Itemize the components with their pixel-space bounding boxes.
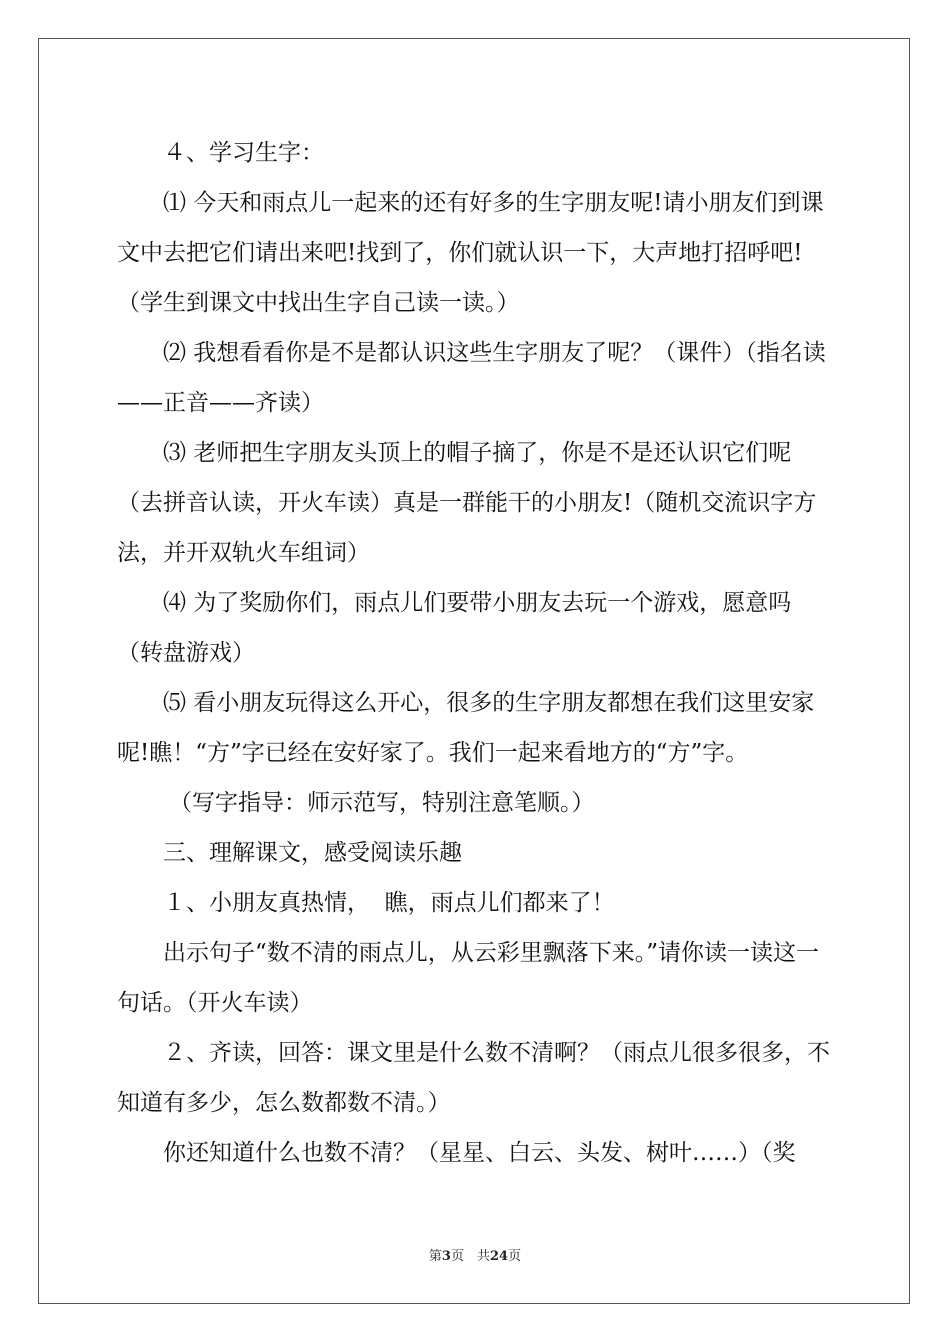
paragraph: ２、齐读，回答：课文里是什么数不清啊？（雨点儿很多很多，不知道有多少，怎么数都数不清。）: [117, 1040, 830, 1116]
footer-prefix: 第: [428, 1249, 442, 1264]
document-body: [117, 128, 833, 1178]
paragraph: 出示句子“数不清的雨点儿，从云彩里飘落下来。”请你读一读这一句话。（开火车读）: [117, 940, 820, 1016]
paragraph: ⑷ 为了奖励你们，雨点儿们要带小朋友去玩一个游戏，愿意吗（转盘游戏）: [117, 590, 792, 666]
paragraph: 你还知道什么也数不清？（星星、白云、头发、树叶……）（奖: [163, 1140, 796, 1166]
paragraph: ⑴ 今天和雨点儿一起来的还有好多的生字朋友呢!请小朋友们到课文中去把它们请出来吧!找到了，你们就认识一下，大声地打招呼吧!（学生到课文中找出生字自己读一读。）: [117, 190, 824, 316]
section-heading: 三、理解课文，感受阅读乐趣: [163, 840, 462, 866]
footer-suffix: 页: [508, 1249, 522, 1264]
page-footer: [0, 1245, 950, 1264]
paragraph: （写字指导：师示范写，特别注意笔顺。）: [169, 790, 595, 816]
heading-learn-characters: ４、学习生字：: [163, 140, 324, 166]
footer-middle: 页 共: [450, 1249, 490, 1264]
total-page-number: 24: [489, 1249, 509, 1264]
paragraph: ⑵ 我想看看你是不是都认识这些生字朋友了呢？（课件）（指名读——正音——齐读）: [117, 340, 826, 416]
paragraph: １、小朋友真热情， 瞧，雨点儿们都来了！: [163, 890, 615, 916]
paragraph: ⑸ 看小朋友玩得这么开心，很多的生字朋友都想在我们这里安家呢!瞧！“方”字已经在安好家了。我们一起来看地方的“方”字。: [117, 690, 815, 766]
paragraph: ⑶ 老师把生字朋友头顶上的帽子摘了，你是不是还认识它们呢（去拼音认读，开火车读）真是一群能干的小朋友!（随机交流识字方法，并开双轨火车组词）: [117, 440, 817, 566]
current-page-number: 3: [441, 1249, 451, 1264]
